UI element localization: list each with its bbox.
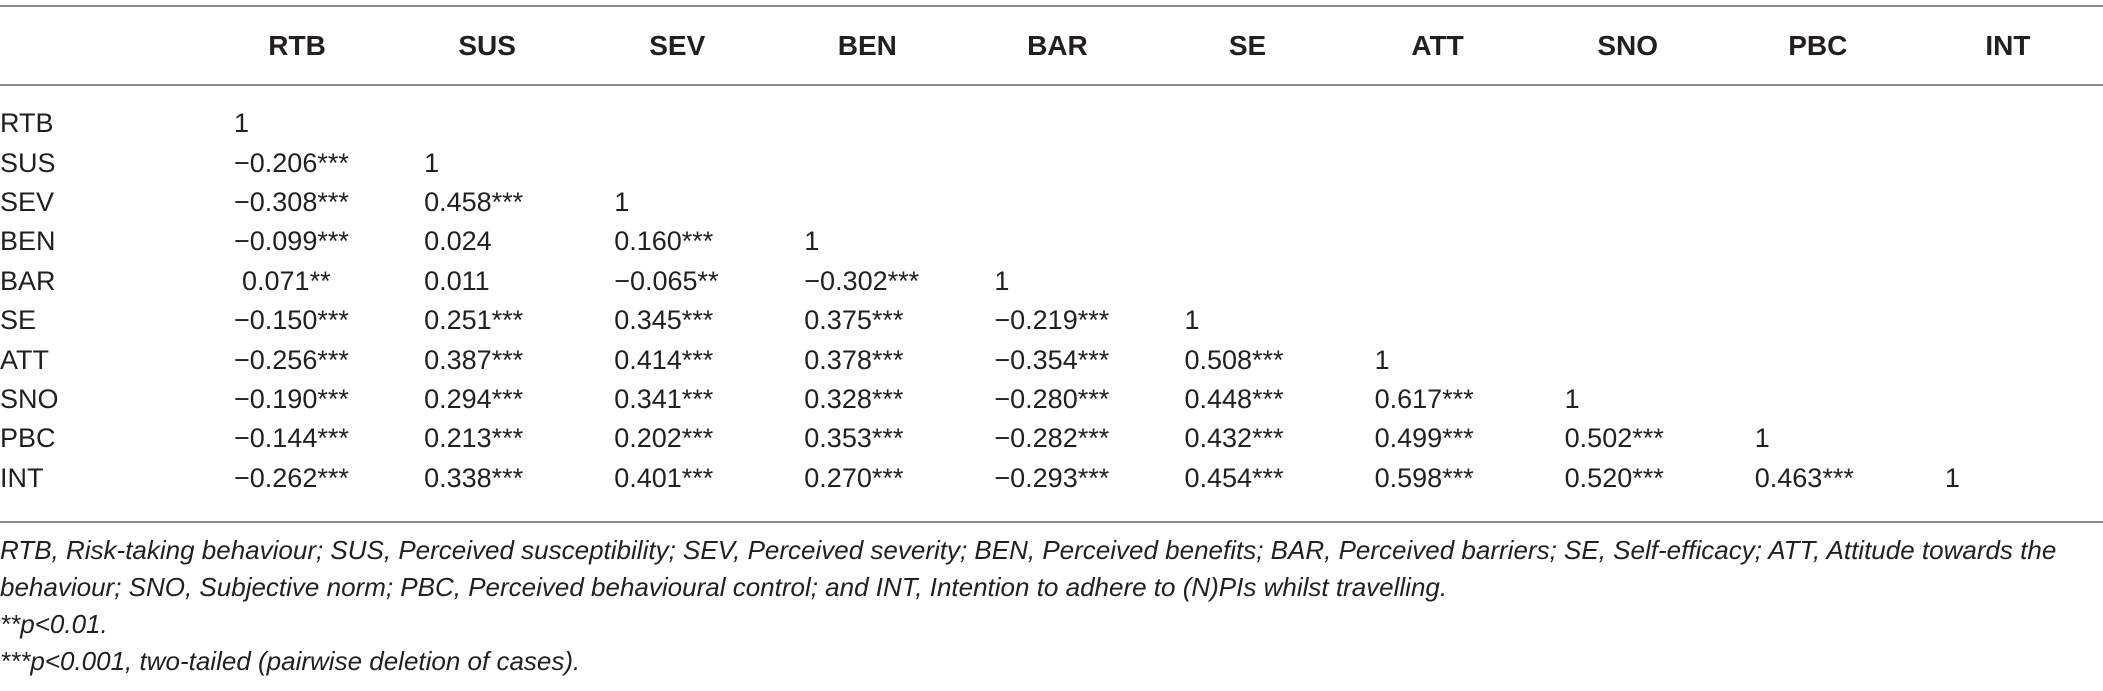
row-label-int: INT <box>0 462 44 493</box>
correlation-cell: −0.282*** <box>994 423 1110 454</box>
empty-cell <box>1723 104 1913 143</box>
correlation-cell: 0.508*** <box>1184 344 1284 375</box>
correlation-cell: 0.617*** <box>1374 383 1474 414</box>
correlation-cell: −0.219*** <box>994 305 1110 336</box>
row-label-ben: BEN <box>0 226 56 257</box>
correlation-cell: 1 <box>804 226 820 257</box>
empty-cell <box>1152 143 1342 182</box>
significance-note-p001: ***p<0.001, two-tailed (pairwise deletion of cases). <box>0 646 581 676</box>
correlation-cell: 0.414*** <box>614 344 714 375</box>
correlation-cell: −0.190*** <box>234 383 349 414</box>
table-body <box>0 84 2103 498</box>
empty-cell <box>1723 340 1913 379</box>
correlation-cell: 1 <box>1754 423 1770 454</box>
empty-cell <box>1152 262 1342 301</box>
row-label-sno: SNO <box>0 383 59 414</box>
correlation-cell: 0.401*** <box>614 462 714 493</box>
column-header-rtb: RTB <box>268 29 326 61</box>
table-row <box>0 301 2103 340</box>
correlation-cell: 1 <box>994 265 1010 296</box>
correlation-cell: −0.354*** <box>994 344 1110 375</box>
table-footnotes <box>0 532 2090 680</box>
row-label-bar: BAR <box>0 265 56 296</box>
correlation-cell: 0.378*** <box>804 344 904 375</box>
empty-cell <box>1533 262 1723 301</box>
empty-cell <box>1533 183 1723 222</box>
column-header-pbc: PBC <box>1788 29 1848 61</box>
correlation-cell: 0.071** <box>242 265 331 296</box>
correlation-cell: 0.432*** <box>1184 423 1284 454</box>
correlation-cell: 0.448*** <box>1184 383 1284 414</box>
correlation-cell: 0.598*** <box>1374 462 1474 493</box>
column-header-bar: BAR <box>1027 29 1088 61</box>
empty-cell <box>772 143 962 182</box>
correlation-cell: 0.294*** <box>424 383 524 414</box>
row-label-rtb: RTB <box>0 108 54 139</box>
empty-cell <box>1533 104 1723 143</box>
correlation-cell: 1 <box>614 186 630 217</box>
row-label-se: SE <box>0 305 37 336</box>
empty-cell <box>582 143 772 182</box>
table-row <box>0 380 2103 419</box>
empty-cell <box>1723 183 1913 222</box>
row-label-sus: SUS <box>0 147 56 178</box>
correlation-cell: 0.454*** <box>1184 462 1284 493</box>
correlation-cell: 1 <box>1374 344 1390 375</box>
table-row <box>0 143 2103 182</box>
empty-cell <box>1343 301 1533 340</box>
spacer-cell <box>0 84 2103 104</box>
empty-cell <box>1723 222 1913 261</box>
correlation-cell: −0.262*** <box>234 462 349 493</box>
correlation-cell: 0.202*** <box>614 423 714 454</box>
correlation-cell: −0.150*** <box>234 305 349 336</box>
column-header-se: SE <box>1228 29 1267 61</box>
correlation-cell: −0.144*** <box>234 423 349 454</box>
correlation-cell: −0.293*** <box>994 462 1110 493</box>
row-label-sev: SEV <box>0 186 55 217</box>
empty-cell <box>1913 222 2103 261</box>
empty-cell <box>1723 143 1913 182</box>
correlation-cell: 0.502*** <box>1564 423 1664 454</box>
empty-cell <box>1343 262 1533 301</box>
header-corner <box>0 7 202 84</box>
empty-cell <box>1913 262 2103 301</box>
correlation-cell: 1 <box>234 108 250 139</box>
correlation-cell: 0.341*** <box>614 383 714 414</box>
empty-cell <box>1152 222 1342 261</box>
column-header-sno: SNO <box>1597 29 1659 61</box>
column-header-int: INT <box>1985 29 2031 61</box>
row-label-pbc: PBC <box>0 423 56 454</box>
empty-cell <box>1533 222 1723 261</box>
column-header-sus: SUS <box>458 29 516 61</box>
table-header <box>0 7 2103 84</box>
empty-cell <box>1913 301 2103 340</box>
correlation-cell: 0.160*** <box>614 226 714 257</box>
correlation-cell: 0.520*** <box>1564 462 1664 493</box>
correlation-cell: 0.328*** <box>804 383 904 414</box>
empty-cell <box>1343 104 1533 143</box>
correlation-cell: 0.338*** <box>424 462 524 493</box>
empty-cell <box>1723 262 1913 301</box>
correlation-cell: −0.206*** <box>234 147 349 178</box>
empty-cell <box>1723 301 1913 340</box>
correlation-cell: 0.463*** <box>1754 462 1854 493</box>
table-row <box>0 183 2103 222</box>
correlation-cell: −0.256*** <box>234 344 349 375</box>
empty-cell <box>1152 104 1342 143</box>
empty-cell <box>1343 183 1533 222</box>
table-row <box>0 340 2103 379</box>
empty-cell <box>772 183 962 222</box>
table-row <box>0 104 2103 143</box>
correlation-cell: −0.065** <box>614 265 719 296</box>
correlation-cell: 0.213*** <box>424 423 524 454</box>
correlation-matrix-table <box>0 7 2103 498</box>
row-label-att: ATT <box>0 344 49 375</box>
column-header-sev: SEV <box>649 29 706 61</box>
empty-cell <box>392 104 582 143</box>
correlation-cell: 1 <box>1564 383 1580 414</box>
table-row <box>0 222 2103 261</box>
column-header-att: ATT <box>1411 29 1464 61</box>
correlation-cell: 0.458*** <box>424 186 524 217</box>
empty-cell <box>1913 183 2103 222</box>
correlation-cell: 0.345*** <box>614 305 714 336</box>
correlation-cell: 1 <box>1184 305 1200 336</box>
correlation-cell: 0.387*** <box>424 344 524 375</box>
table-row <box>0 419 2103 458</box>
table-row <box>0 459 2103 498</box>
empty-cell <box>1913 380 2103 419</box>
table-row <box>0 262 2103 301</box>
empty-cell <box>582 104 772 143</box>
header-row <box>0 7 2103 84</box>
correlation-cell: 0.011 <box>424 265 490 296</box>
correlation-cell: 1 <box>424 147 440 178</box>
empty-cell <box>1343 143 1533 182</box>
correlation-cell: 0.353*** <box>804 423 904 454</box>
empty-cell <box>1913 419 2103 458</box>
correlation-cell: 0.251*** <box>424 305 524 336</box>
empty-cell <box>1913 104 2103 143</box>
column-header-ben: BEN <box>837 29 897 61</box>
empty-cell <box>1533 143 1723 182</box>
correlation-cell: −0.308*** <box>234 186 349 217</box>
empty-cell <box>962 104 1152 143</box>
empty-cell <box>1533 340 1723 379</box>
abbreviations-note: RTB, Risk-taking behaviour; SUS, Perceived susceptibility; SEV, Perceived severity; BEN, Perceived benefits; BAR, Perceived barriers; SE, Self-efficacy; ATT, Attitude towards the behaviour; SNO, Subjective norm; PBC, Perceived behavioural control; and INT, Intention to adhere to (N)PIs whilst travelling. <box>0 535 2057 602</box>
empty-cell <box>962 143 1152 182</box>
empty-cell <box>1723 380 1913 419</box>
correlation-cell: 0.270*** <box>804 462 904 493</box>
correlation-cell: 0.499*** <box>1374 423 1474 454</box>
correlation-cell: −0.099*** <box>234 226 349 257</box>
significance-note-p01: **p<0.01. <box>0 609 108 639</box>
header-spacer <box>0 84 2103 104</box>
correlation-cell: 0.375*** <box>804 305 904 336</box>
empty-cell <box>1152 183 1342 222</box>
empty-cell <box>962 222 1152 261</box>
correlation-cell: 0.024 <box>424 226 492 257</box>
table-bottom-rule <box>0 521 2103 523</box>
empty-cell <box>1533 301 1723 340</box>
correlation-cell: −0.302*** <box>804 265 920 296</box>
empty-cell <box>962 183 1152 222</box>
correlation-cell: −0.280*** <box>994 383 1110 414</box>
empty-cell <box>772 104 962 143</box>
correlation-cell: 1 <box>1944 462 1960 493</box>
empty-cell <box>1913 143 2103 182</box>
empty-cell <box>1343 222 1533 261</box>
empty-cell <box>1913 340 2103 379</box>
